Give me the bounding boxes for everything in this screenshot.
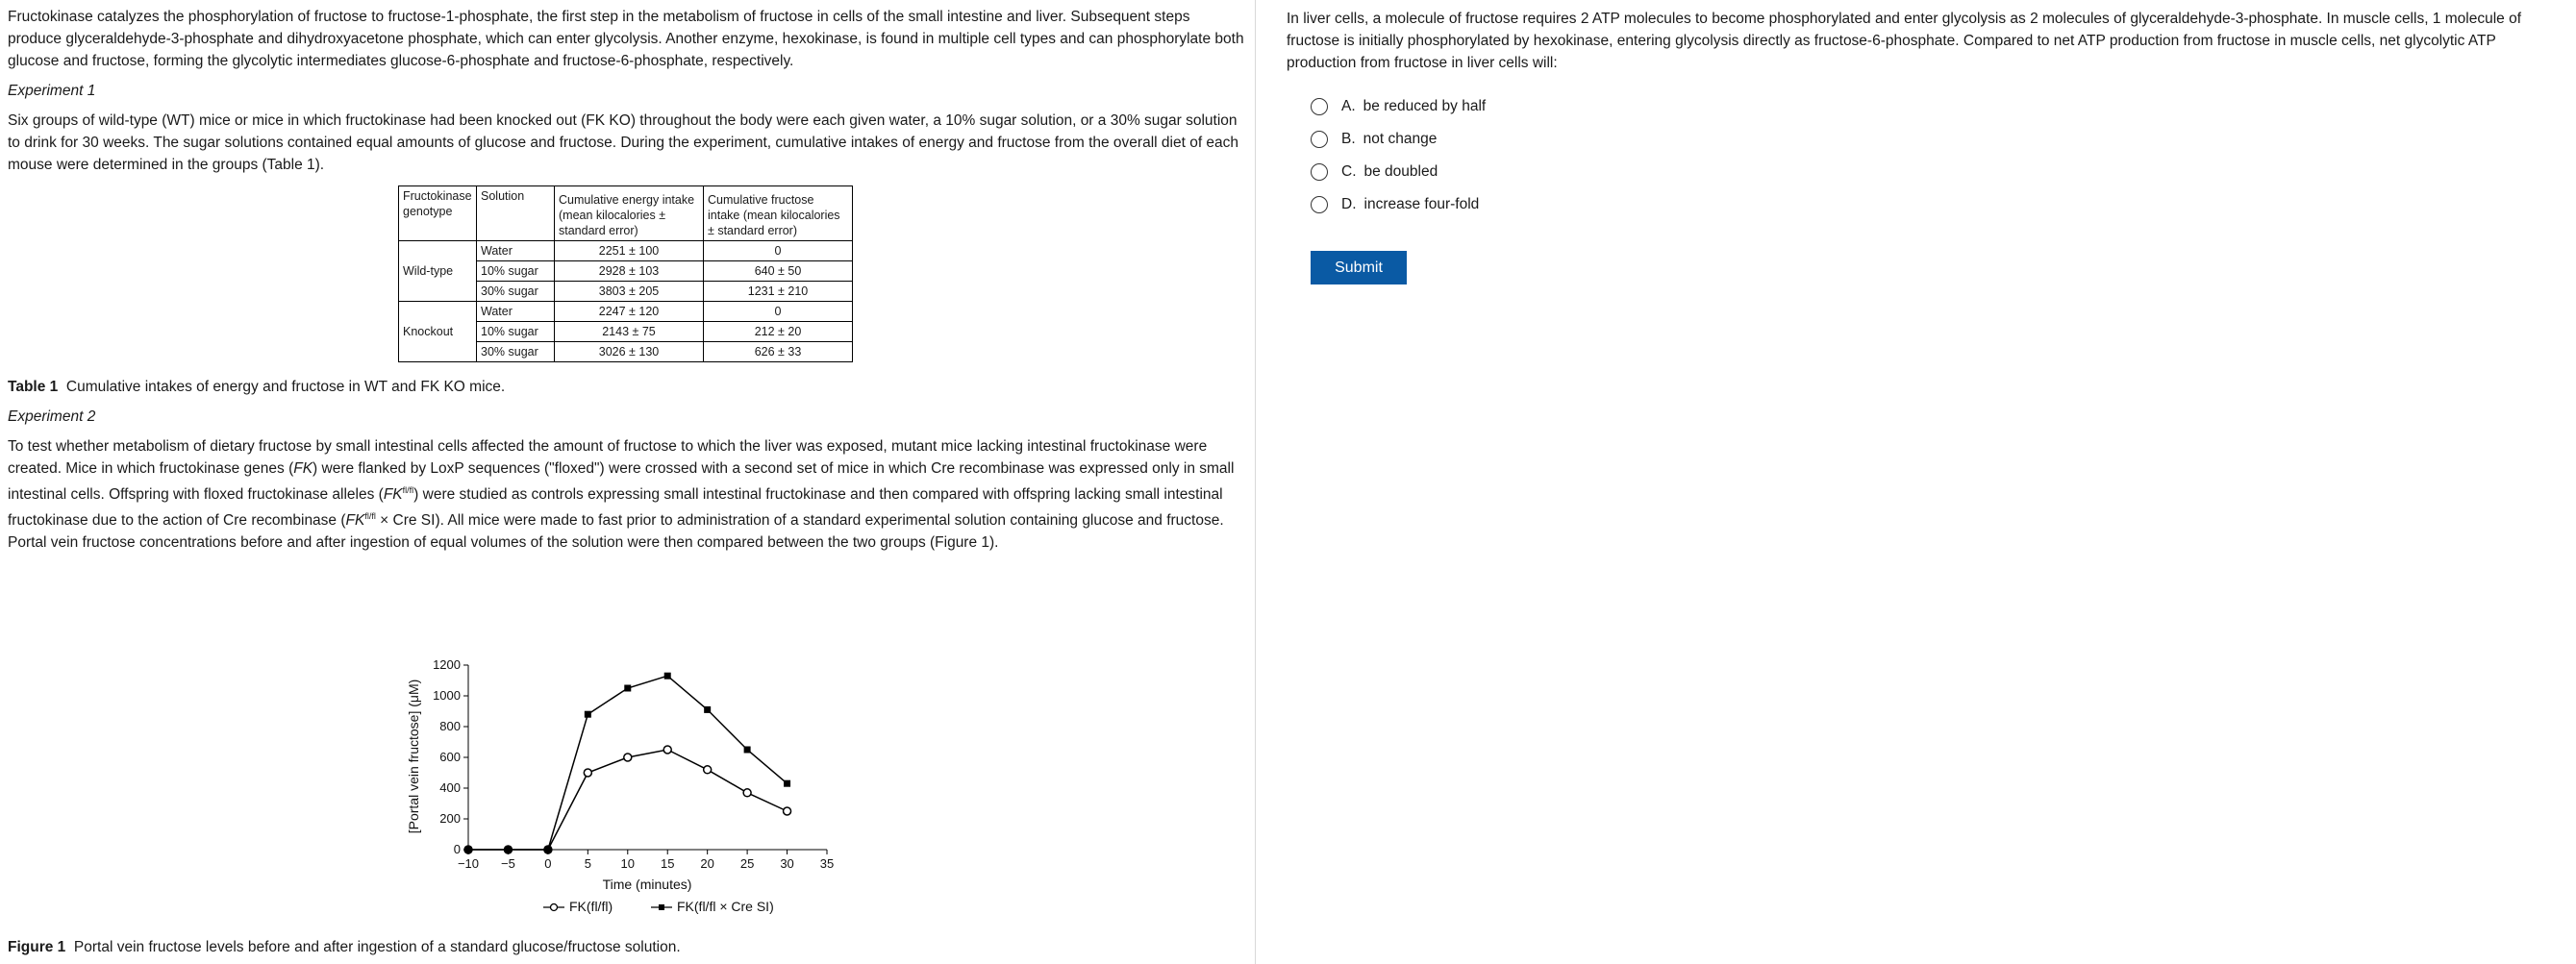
y-tick-label: 800 [439,719,461,733]
table-genotype-cell: Knockout [399,302,477,362]
data-point [584,769,591,777]
table-fructose-cell: 640 ± 50 [704,261,853,282]
exp2-text-part: ) were studied as controls expressing small intestinal fructokinase and then compared with offspring lacking small intestinal fructokinase due to the action of Cre recombinase ( [8,486,1223,530]
table-fructose-cell: 212 ± 20 [704,322,853,342]
question-stem: In liver cells, a molecule of fructose requires 2 ATP molecules to become phosphorylated and enter glycolysis as 2 molecules of glyceraldehyde-3-phosphate. In muscle cells, 1 molecule of fructose is initially phosphorylated by hexokinase, entering glycolysis directly as fructose-6-phosphate. Compared to net ATP production from fructose in muscle cells, net glycolytic ATP production from fructose in liver cells will: [1287,11,2522,71]
exp2-text-part: × Cre SI). All mice were made to fast prior to administration of a standard experimental solution containing glucose and fructose. Portal vein fructose concentrations before and after ingestion of equal volumes of the solution were then compared between the two groups (Figure 1). [8,512,1224,552]
radio-button[interactable] [1311,163,1328,181]
data-point [744,747,751,754]
data-point [505,847,512,853]
table-row [399,302,853,322]
table-energy-cell: 2928 ± 103 [555,261,704,282]
radio-button[interactable] [1311,98,1328,115]
option-letter: B. [1341,131,1356,147]
series-line-1 [468,750,788,850]
table-energy-cell: 3803 ± 205 [555,282,704,302]
option-letter: C. [1341,163,1357,180]
table-solution-cell: Water [477,302,555,322]
option-text: be reduced by half [1363,98,1487,114]
data-point [624,754,632,761]
table-fructose-cell: 626 ± 33 [704,342,853,362]
option-letter: A. [1341,98,1356,114]
question-pane [1257,0,2576,964]
table-solution-cell: 10% sugar [477,322,555,342]
table-header-genotype: Fructokinase genotype [399,186,477,241]
figure-caption-text: Portal vein fructose levels before and after ingestion of a standard glucose/fructose solution. [73,939,681,955]
y-tick-label: 600 [439,750,461,764]
table-solution-cell: 30% sugar [477,282,555,302]
legend-label: FK(fl/fl × Cre SI) [677,899,774,914]
x-tick-label: 35 [819,856,835,871]
exp2-text-part: To test whether metabolism of dietary fructose by small intestinal cells affected the amount of fructose to which the liver was exposed, mutant mice lacking intestinal fructokinase were created. Mice in which fructokinase genes ( [8,438,1208,477]
experiment-2-text [8,435,1247,554]
option-text: be doubled [1363,163,1438,180]
table-caption-label: Table 1 [8,379,59,395]
exp2-gene-name: FK [293,460,313,477]
submit-button[interactable]: Submit [1311,251,1407,284]
table-header-energy: Cumulative energy intake (mean kilocalories ± standard error) [555,186,704,241]
table-row [399,241,853,261]
y-tick-label: 1200 [433,657,461,672]
table-energy-cell: 2251 ± 100 [555,241,704,261]
x-tick-label: 5 [584,856,591,871]
experiment-1-heading: Experiment 1 [8,83,96,99]
table-solution-cell: 30% sugar [477,342,555,362]
option-text: increase four-fold [1363,196,1480,212]
table-header-solution: Solution [477,186,555,241]
data-point [465,847,472,853]
table-header-fructose: Cumulative fructose intake (mean kilocalories ± standard error) [704,186,853,241]
y-tick-label: 1000 [433,688,461,703]
table-energy-cell: 2143 ± 75 [555,322,704,342]
table-header-row [399,186,853,241]
answer-option-a[interactable] [1311,95,2547,118]
experiment-2-heading: Experiment 2 [8,408,96,425]
figure-caption-label: Figure 1 [8,939,66,955]
passage-intro: Fructokinase catalyzes the phosphorylation of fructose to fructose-1-phosphate, the first step in the metabolism of fructose in cells of the small intestine and liver. Subsequent steps produce glyceraldehyde-3-phosphate and dihydroxyacetone phosphate, which can enter glycolysis. Another enzyme, hexokinase, is found in multiple cell types and can phosphorylate both glucose and fructose, forming the glycolytic intermediates glucose-6-phosphate and fructose-6-phosphate, respectively. [8,9,1244,69]
radio-button[interactable] [1311,131,1328,148]
x-tick-label: 15 [660,856,675,871]
table-solution-cell: Water [477,241,555,261]
exp2-gene-name: FK [383,486,403,504]
table-caption-text: Cumulative intakes of energy and fructose in WT and FK KO mice. [65,379,506,395]
answer-option-b[interactable] [1311,128,2547,151]
figure-1-chart [385,654,885,923]
data-point [585,711,591,718]
chart-legend [543,899,774,914]
data-point [704,706,711,713]
x-tick-label: 25 [739,856,755,871]
answer-option-c[interactable] [1311,161,2547,184]
data-point [784,780,790,787]
exp2-text-part: ) were flanked by LoxP sequences ("floxed") were crossed with a second set of mice in which Cre recombinase was expressed only in small intestinal cells. Offspring with floxed fructokinase alleles ( [8,460,1235,504]
x-tick-label: 20 [700,856,714,871]
experiment-1-text: Six groups of wild-type (WT) mice or mice in which fructokinase had been knocked out (FK KO) throughout the body were each given water, a 10% sugar solution, or a 30% sugar solution to drink for 30 weeks. The sugar solutions contained equal amounts of glucose and fructose. During the experiment, cumulative intakes of energy and fructose from the overall diet of each mouse were determined in the groups (Table 1). [8,112,1239,173]
table-energy-cell: 2247 ± 120 [555,302,704,322]
x-tick-label: −5 [501,856,515,871]
option-text: not change [1363,131,1438,147]
table-energy-cell: 3026 ± 130 [555,342,704,362]
answer-option-d[interactable] [1311,193,2547,216]
data-point [664,673,671,680]
exp2-allele-sup: fl/fl [364,511,376,522]
legend-label: FK(fl/fl) [569,899,613,914]
table-1-caption [8,376,1247,398]
data-point [704,766,712,774]
y-tick-label: 400 [439,780,461,795]
x-tick-label: 30 [780,856,794,871]
legend-marker [659,904,664,910]
data-point [663,746,671,754]
passage-pane [0,0,1256,964]
x-tick-label: 10 [620,856,636,871]
data-point [784,807,791,815]
table-fructose-cell: 0 [704,241,853,261]
data-point [743,789,751,797]
exp2-allele-sup: fl/fl [402,485,414,495]
radio-button[interactable] [1311,196,1328,213]
legend-marker [551,904,558,911]
exp2-gene-name: FK [345,512,365,530]
y-tick-label: 200 [439,811,461,826]
y-axis-label: [Portal vein fructose] (μM) [406,679,421,834]
table-1 [398,185,853,362]
data-point [624,685,631,692]
x-axis-label: Time (minutes) [602,877,692,892]
table-genotype-cell: Wild-type [399,241,477,302]
x-tick-label: −10 [457,856,480,871]
figure-1-caption [8,936,681,958]
table-fructose-cell: 1231 ± 210 [704,282,853,302]
series-line-2 [468,676,788,850]
y-tick-label: 0 [453,842,461,856]
data-point [544,847,551,853]
table-solution-cell: 10% sugar [477,261,555,282]
x-tick-label: 0 [544,856,552,871]
table-fructose-cell: 0 [704,302,853,322]
option-letter: D. [1341,196,1357,212]
